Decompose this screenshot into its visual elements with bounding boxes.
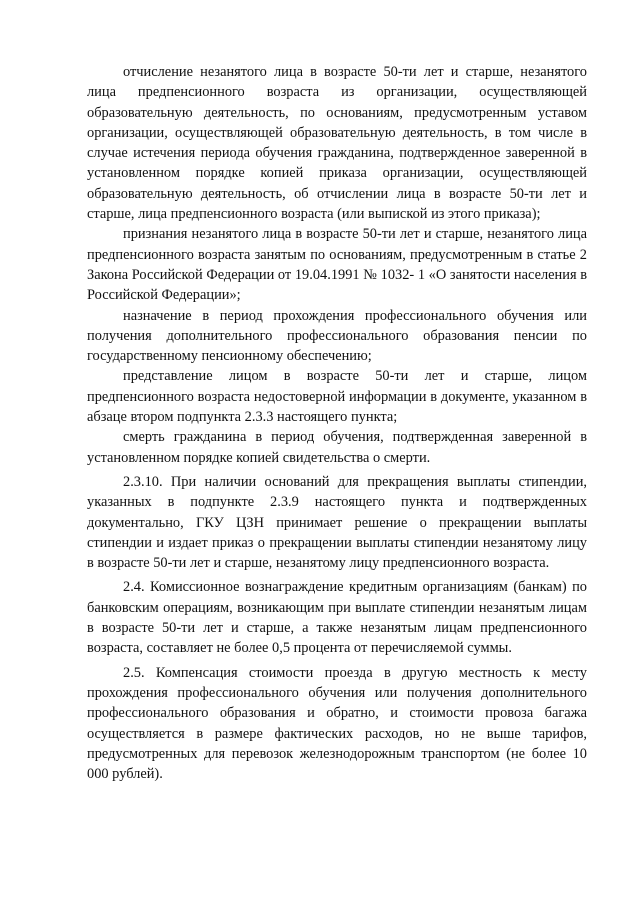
paragraph-2-3-10: 2.3.10. При наличии оснований для прекращения выплаты стипендии, указанных в подпункте 2.3.9 настоящего пункта и подтвержденных документально, ГКУ ЦЗН принимает решение о прекращении выплаты стипендии и издает приказ о прекращении выплаты стипендии незанятому лицу в возрасте 50-ти лет и старше, незанятому лицу предпенсионного возраста.: [87, 473, 587, 572]
paragraph-pension-assignment: назначение в период прохождения профессионального обучения или получения дополнительного профессионального образования пенсии по государственному пенсионному обеспечению;: [87, 307, 587, 365]
paragraph-2-4: 2.4. Комиссионное вознаграждение кредитным организациям (банкам) по банковским операциям, возникающим при выплате стипендии незанятым лицам в возрасте 50-ти лет и старше, а также незанятым лицам предпенсионного возраста, составляет не более 0,5 процента от перечисляемой суммы.: [87, 579, 587, 657]
paragraph-expulsion: отчисление незанятого лица в возрасте 50-ти лет и старше, незанятого лица предпенсионного возраста из организации, осуществляющей образовательную деятельность, по основаниям, предусмотренным уставом организации, осуществляющей образовательную деятельность, в том числе в случае истечения периода обучения гражданина, подтвержденное заверенной в установленном порядке копией приказа организации, осуществляющей образовательную деятельность, об отчислении лица в возрасте 50-ти лет и старше, лица предпенсионного возраста (или выпиской из этого приказа);: [87, 64, 587, 223]
paragraph-death: смерть гражданина в период обучения, подтвержденная заверенной в установленном порядке копией свидетельства о смерти.: [87, 429, 587, 466]
document-page: [87, 62, 587, 784]
paragraph-2-5: 2.5. Компенсация стоимости проезда в другую местность к месту прохождения профессионального обучения или получения дополнительного профессионального образования и обратно, и стоимости провоза багажа осуществляется в размере фактических расходов, но не выше тарифов, предусмотренных для перевозок железнодорожным транспортом (не более 10 000 рублей).: [87, 664, 587, 783]
paragraph-false-information: представление лицом в возрасте 50-ти лет и старше, лицом предпенсионного возраста недостоверной информации в документе, указанном в абзаце втором подпункта 2.3.3 настоящего пункта;: [87, 368, 587, 426]
paragraph-recognized-employed: признания незанятого лица в возрасте 50-ти лет и старше, незанятого лица предпенсионного возраста занятым по основаниям, предусмотренным в статье 2 Закона Российской Федерации от 19.04.1991 № 1032- 1 «О занятости населения в Российской Федерации»;: [87, 226, 587, 304]
